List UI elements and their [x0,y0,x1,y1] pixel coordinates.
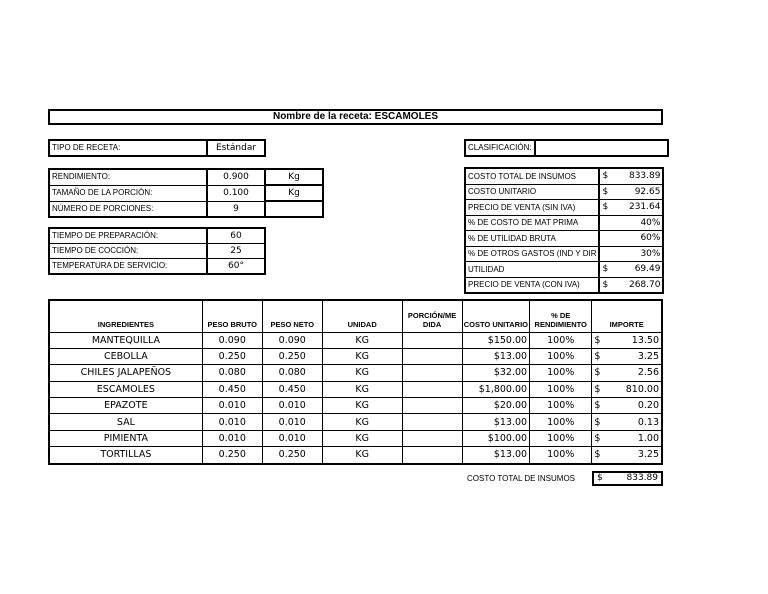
cell-unidad: KG [322,348,402,364]
costo-value-cell [599,215,663,231]
costo-label: % DE UTILIDAD BRUTA [465,231,599,247]
table-row [49,414,662,430]
cell-costo: $13.00 [462,348,529,364]
costo-value-cell [599,231,663,247]
cell-costo: $20.00 [462,398,529,414]
costo-row [465,246,663,262]
table-row [49,348,662,364]
table-row [49,447,662,464]
costo-value: 92.65 [634,186,661,197]
importe-value: 2.56 [637,367,659,379]
costo-row [465,231,663,247]
row-value: 0.100 [207,185,265,201]
rendimiento-row [49,185,323,201]
costo-label: COSTO TOTAL DE INSUMOS [465,168,599,184]
tiempo-row [49,228,265,244]
cell-importe [592,447,662,464]
cell-importe [592,332,662,348]
cell-rend: 100% [530,332,592,348]
cell-neto: 0.010 [262,430,322,446]
cell-neto: 0.010 [262,414,322,430]
cell-costo: $32.00 [462,365,529,381]
tipo-receta-table [48,139,266,157]
cell-neto: 0.080 [262,365,322,381]
currency-symbol: $ [602,202,609,213]
row-value: 9 [207,201,265,217]
cell-importe [592,430,662,446]
cell-costo: $13.00 [462,447,529,464]
cell-unidad: KG [322,447,402,464]
costo-value: 60% [640,233,661,244]
costo-label: PRECIO DE VENTA (SIN IVA) [465,200,599,216]
ingredients-table [48,299,663,465]
costo-label: UTILIDAD [465,262,599,278]
rendimiento-row [49,169,323,185]
cell-name: TORTILLAS [49,447,202,464]
cell-bruto: 0.250 [202,348,262,364]
tiempo-row [49,259,265,275]
cell-rend: 100% [530,365,592,381]
cell-porcion [402,414,462,430]
currency-symbol: $ [594,383,601,395]
currency-symbol: $ [594,433,601,445]
costos-table [464,167,664,294]
cell-name: PIMIENTA [49,430,202,446]
importe-value: 1.00 [637,433,659,445]
cell-name: EPAZOTE [49,398,202,414]
cell-neto: 0.250 [262,348,322,364]
cell-name: MANTEQUILLA [49,332,202,348]
cell-name: CHILES JALAPEÑOS [49,365,202,381]
costo-value-cell [599,168,663,184]
cell-bruto: 0.010 [202,414,262,430]
costo-value: 268.70 [628,279,661,290]
costo-row [465,200,663,216]
cell-rend: 100% [530,447,592,464]
footer-total-box [592,471,663,486]
row-unit: Kg [265,185,323,201]
table-row [49,398,662,414]
cell-rend: 100% [530,398,592,414]
cell-costo: $100.00 [462,430,529,446]
cell-bruto: 0.250 [202,447,262,464]
clasificacion-label: CLASIFICACIÓN: [465,140,535,156]
cell-costo: $13.00 [462,414,529,430]
column-header: INGREDIENTES [49,300,202,332]
currency-symbol: $ [594,351,601,363]
currency-symbol: $ [602,186,609,197]
row-value: 0.900 [207,169,265,185]
currency-symbol: $ [602,171,609,182]
currency-symbol: $ [602,279,609,290]
table-row [49,381,662,397]
cell-costo: $1,800.00 [462,381,529,397]
importe-value: 0.20 [637,400,659,412]
costo-value-cell [599,184,663,200]
cell-bruto: 0.450 [202,381,262,397]
row-unit [265,201,323,217]
column-header: PESO BRUTO [202,300,262,332]
row-unit: Kg [265,169,323,185]
cell-bruto: 0.090 [202,332,262,348]
costo-label: PRECIO DE VENTA (CON IVA) [465,277,599,293]
importe-value: 0.13 [637,416,659,428]
costo-row [465,184,663,200]
cell-importe [592,348,662,364]
importe-value: 3.25 [637,449,659,461]
costo-value: 833.89 [628,171,661,182]
costo-row [465,215,663,231]
cell-bruto: 0.080 [202,365,262,381]
cell-importe [592,398,662,414]
costo-row [465,262,663,278]
cell-unidad: KG [322,398,402,414]
cell-unidad: KG [322,430,402,446]
row-label: RENDIMIENTO: [49,169,207,185]
cell-importe [592,414,662,430]
importe-value: 810.00 [625,383,659,395]
table-row [49,332,662,348]
cell-rend: 100% [530,381,592,397]
costo-value: 69.49 [634,264,661,275]
costo-value-cell [599,246,663,262]
table-row [49,430,662,446]
cell-porcion [402,365,462,381]
cell-rend: 100% [530,430,592,446]
row-label: TIEMPO DE COCCIÓN: [49,244,207,259]
costo-row [465,168,663,184]
cell-neto: 0.090 [262,332,322,348]
cell-importe [592,365,662,381]
cell-bruto: 0.010 [202,398,262,414]
importe-value: 13.50 [631,334,659,346]
currency-symbol: $ [602,264,609,275]
cell-porcion [402,381,462,397]
cell-porcion [402,348,462,364]
column-header: UNIDAD [322,300,402,332]
row-label: TAMAÑO DE LA PORCIÓN: [49,185,207,201]
clasificacion-value [535,140,668,156]
cell-importe [592,381,662,397]
costo-label: % DE OTROS GASTOS (IND Y DIR [465,246,599,262]
footer-currency: $ [597,473,603,483]
row-value: 60° [207,259,265,275]
clasificacion-table [464,139,669,157]
cell-name: CEBOLLA [49,348,202,364]
cell-unidad: KG [322,365,402,381]
cell-neto: 0.010 [262,398,322,414]
cell-neto: 0.250 [262,447,322,464]
costo-value-cell [599,277,663,293]
costo-value-cell [599,262,663,278]
cell-unidad: KG [322,332,402,348]
cell-unidad: KG [322,414,402,430]
cell-rend: 100% [530,348,592,364]
cell-rend: 100% [530,414,592,430]
currency-symbol: $ [594,334,601,346]
tiempo-row [49,244,265,259]
costo-label: % DE COSTO DE MAT PRIMA [465,215,599,231]
tiempos-table [48,227,266,275]
costo-value: 231.64 [628,202,661,213]
cell-neto: 0.450 [262,381,322,397]
cell-costo: $150.00 [462,332,529,348]
row-label: NÚMERO DE PORCIONES: [49,201,207,217]
tipo-receta-value: Estándar [207,140,265,156]
cell-porcion [402,332,462,348]
footer-total-value: 833.89 [626,473,658,483]
row-label: TEMPERATURA DE SERVICIO: [49,259,207,275]
cell-bruto: 0.010 [202,430,262,446]
cell-porcion [402,398,462,414]
costo-value-cell [599,200,663,216]
column-header: PESO NETO [262,300,322,332]
table-row [49,365,662,381]
recipe-title-box [48,109,663,125]
cell-porcion [402,447,462,464]
column-header: PORCIÓN/ME DIDA [402,300,462,332]
currency-symbol: $ [594,400,601,412]
currency-symbol: $ [594,416,601,428]
cell-porcion [402,430,462,446]
costo-value: 30% [640,248,661,259]
row-value: 60 [207,228,265,244]
footer-total-label: COSTO TOTAL DE INSUMOS [467,474,576,483]
column-header: IMPORTE [592,300,662,332]
column-header: % DE RENDIMIENTO [530,300,592,332]
recipe-title: Nombre de la receta: ESCAMOLES [272,111,439,122]
tipo-receta-label: TIPO DE RECETA: [49,140,207,156]
cell-name: SAL [49,414,202,430]
importe-value: 3.25 [637,351,659,363]
costo-row [465,277,663,293]
currency-symbol: $ [594,449,601,461]
currency-symbol: $ [594,367,601,379]
rendimiento-row [49,201,323,217]
cell-name: ESCAMOLES [49,381,202,397]
cell-unidad: KG [322,381,402,397]
costo-value: 40% [640,217,661,228]
row-value: 25 [207,244,265,259]
costo-label: COSTO UNITARIO [465,184,599,200]
row-label: TIEMPO DE PREPARACIÓN: [49,228,207,244]
column-header: COSTO UNITARIO [462,300,529,332]
rendimiento-table [48,168,324,218]
